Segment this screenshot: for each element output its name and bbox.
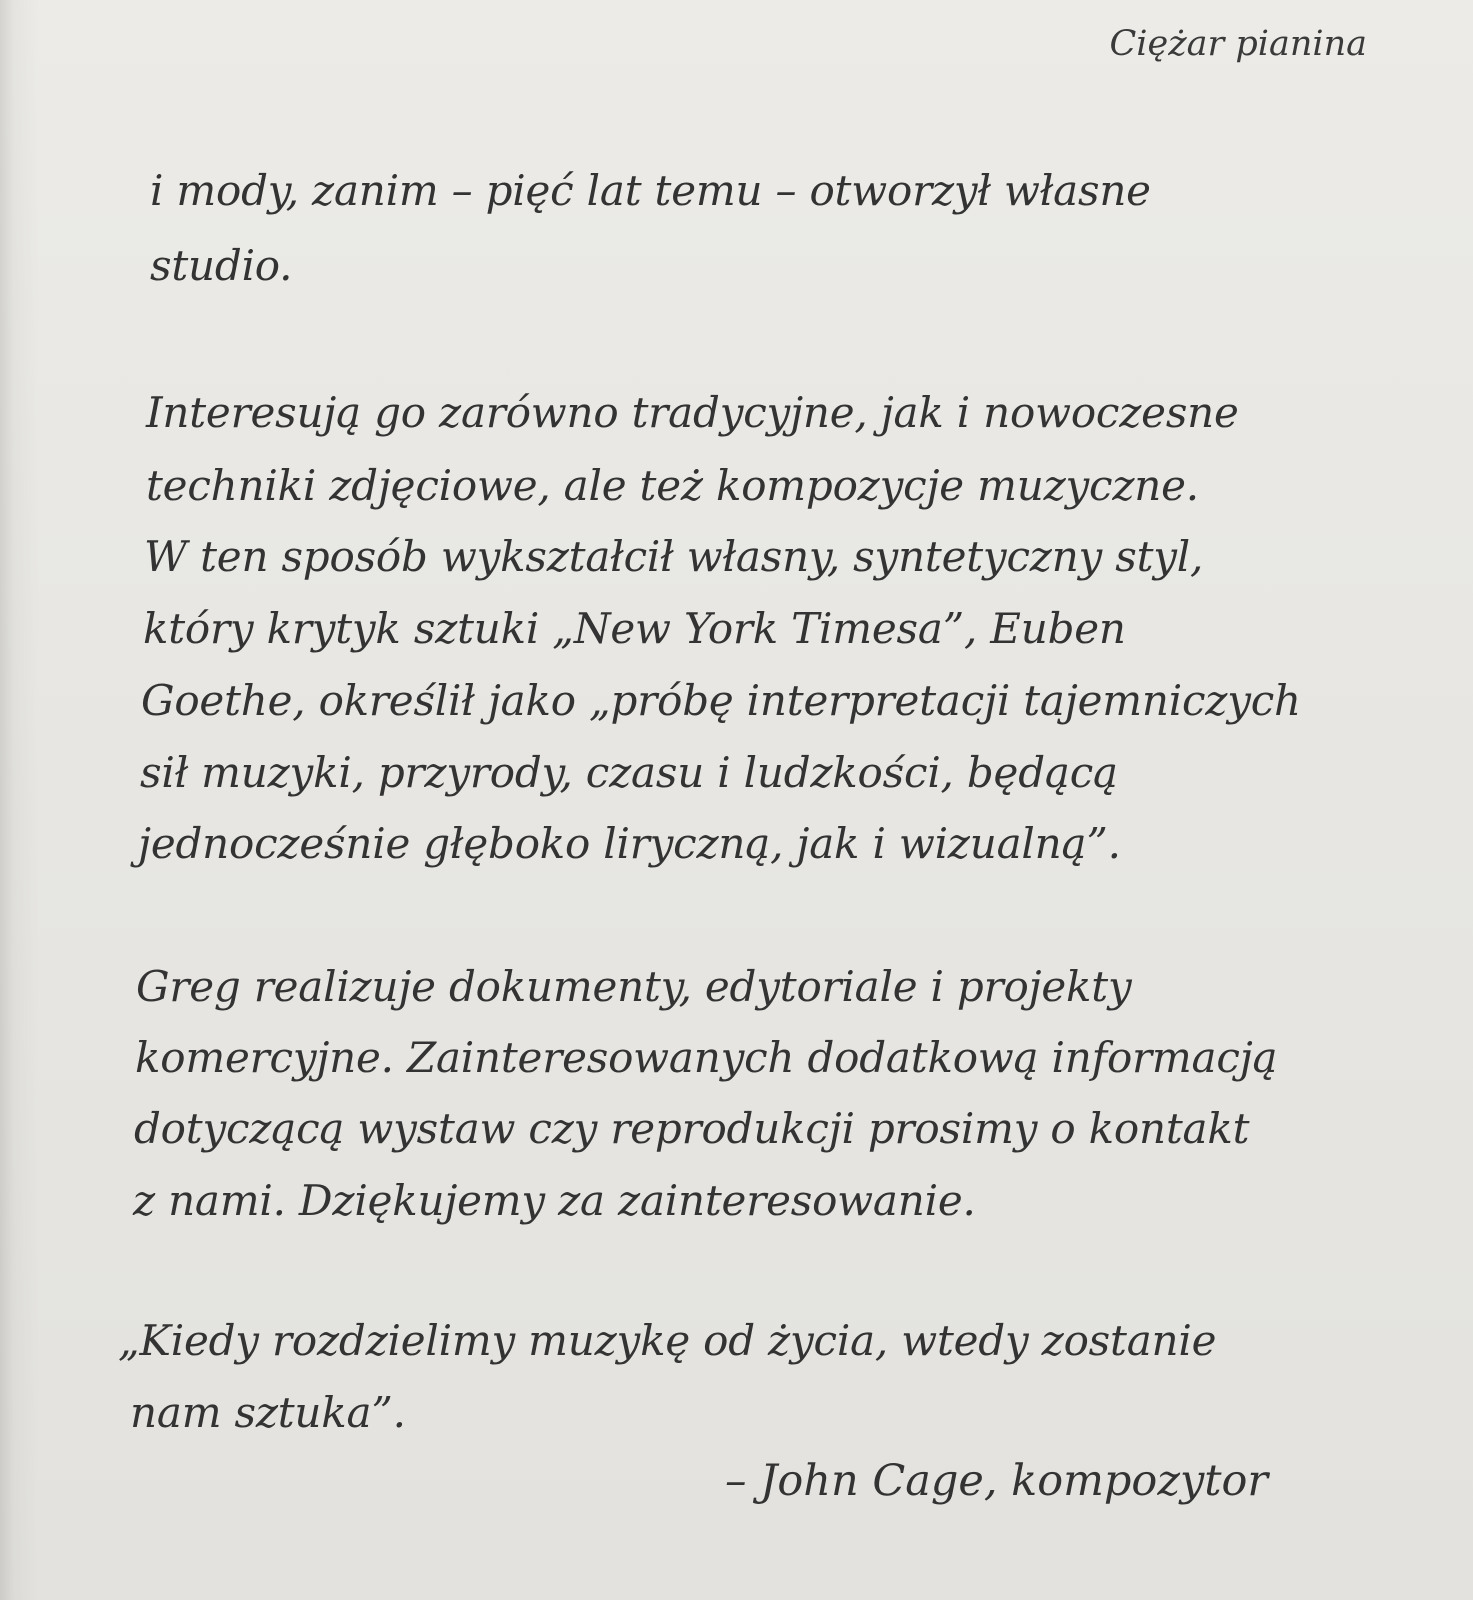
quote-attribution: – John Cage, kompozytor bbox=[724, 1456, 1268, 1506]
text-line: W ten sposób wykształcił własny, syntetyczny styl, bbox=[144, 532, 1204, 581]
quote-line: nam sztuka”. bbox=[130, 1388, 406, 1437]
text-line: który krytyk sztuki „New York Timesa”, Euben bbox=[143, 604, 1126, 653]
text-line: techniki zdjęciowe, ale też kompozycje muzyczne. bbox=[146, 461, 1199, 510]
quote-line: „Kiedy rozdzielimy muzykę od życia, wtedy zostanie bbox=[118, 1316, 1217, 1365]
text-line: Interesują go zarówno tradycyjne, jak i nowoczesne bbox=[146, 388, 1239, 437]
text-line: Greg realizuje dokumenty, edytoriale i projekty bbox=[136, 962, 1132, 1011]
running-head: Ciężar pianina bbox=[1109, 24, 1367, 64]
text-line: Goethe, określił jako „próbę interpretacji tajemniczych bbox=[141, 676, 1301, 725]
text-line: dotyczącą wystaw czy reprodukcji prosimy o kontakt bbox=[134, 1104, 1250, 1153]
text-line: komercyjne. Zainteresowanych dodatkową informacją bbox=[135, 1033, 1278, 1082]
text-line: studio. bbox=[150, 241, 293, 290]
text-line: i mody, zanim – pięć lat temu – otworzył własne bbox=[150, 166, 1151, 215]
text-line: sił muzyki, przyrody, czasu i ludzkości, będącą bbox=[140, 748, 1118, 797]
text-line: jednocześnie głęboko liryczną, jak i wizualną”. bbox=[138, 819, 1121, 868]
text-line: z nami. Dziękujemy za zainteresowanie. bbox=[133, 1176, 976, 1225]
